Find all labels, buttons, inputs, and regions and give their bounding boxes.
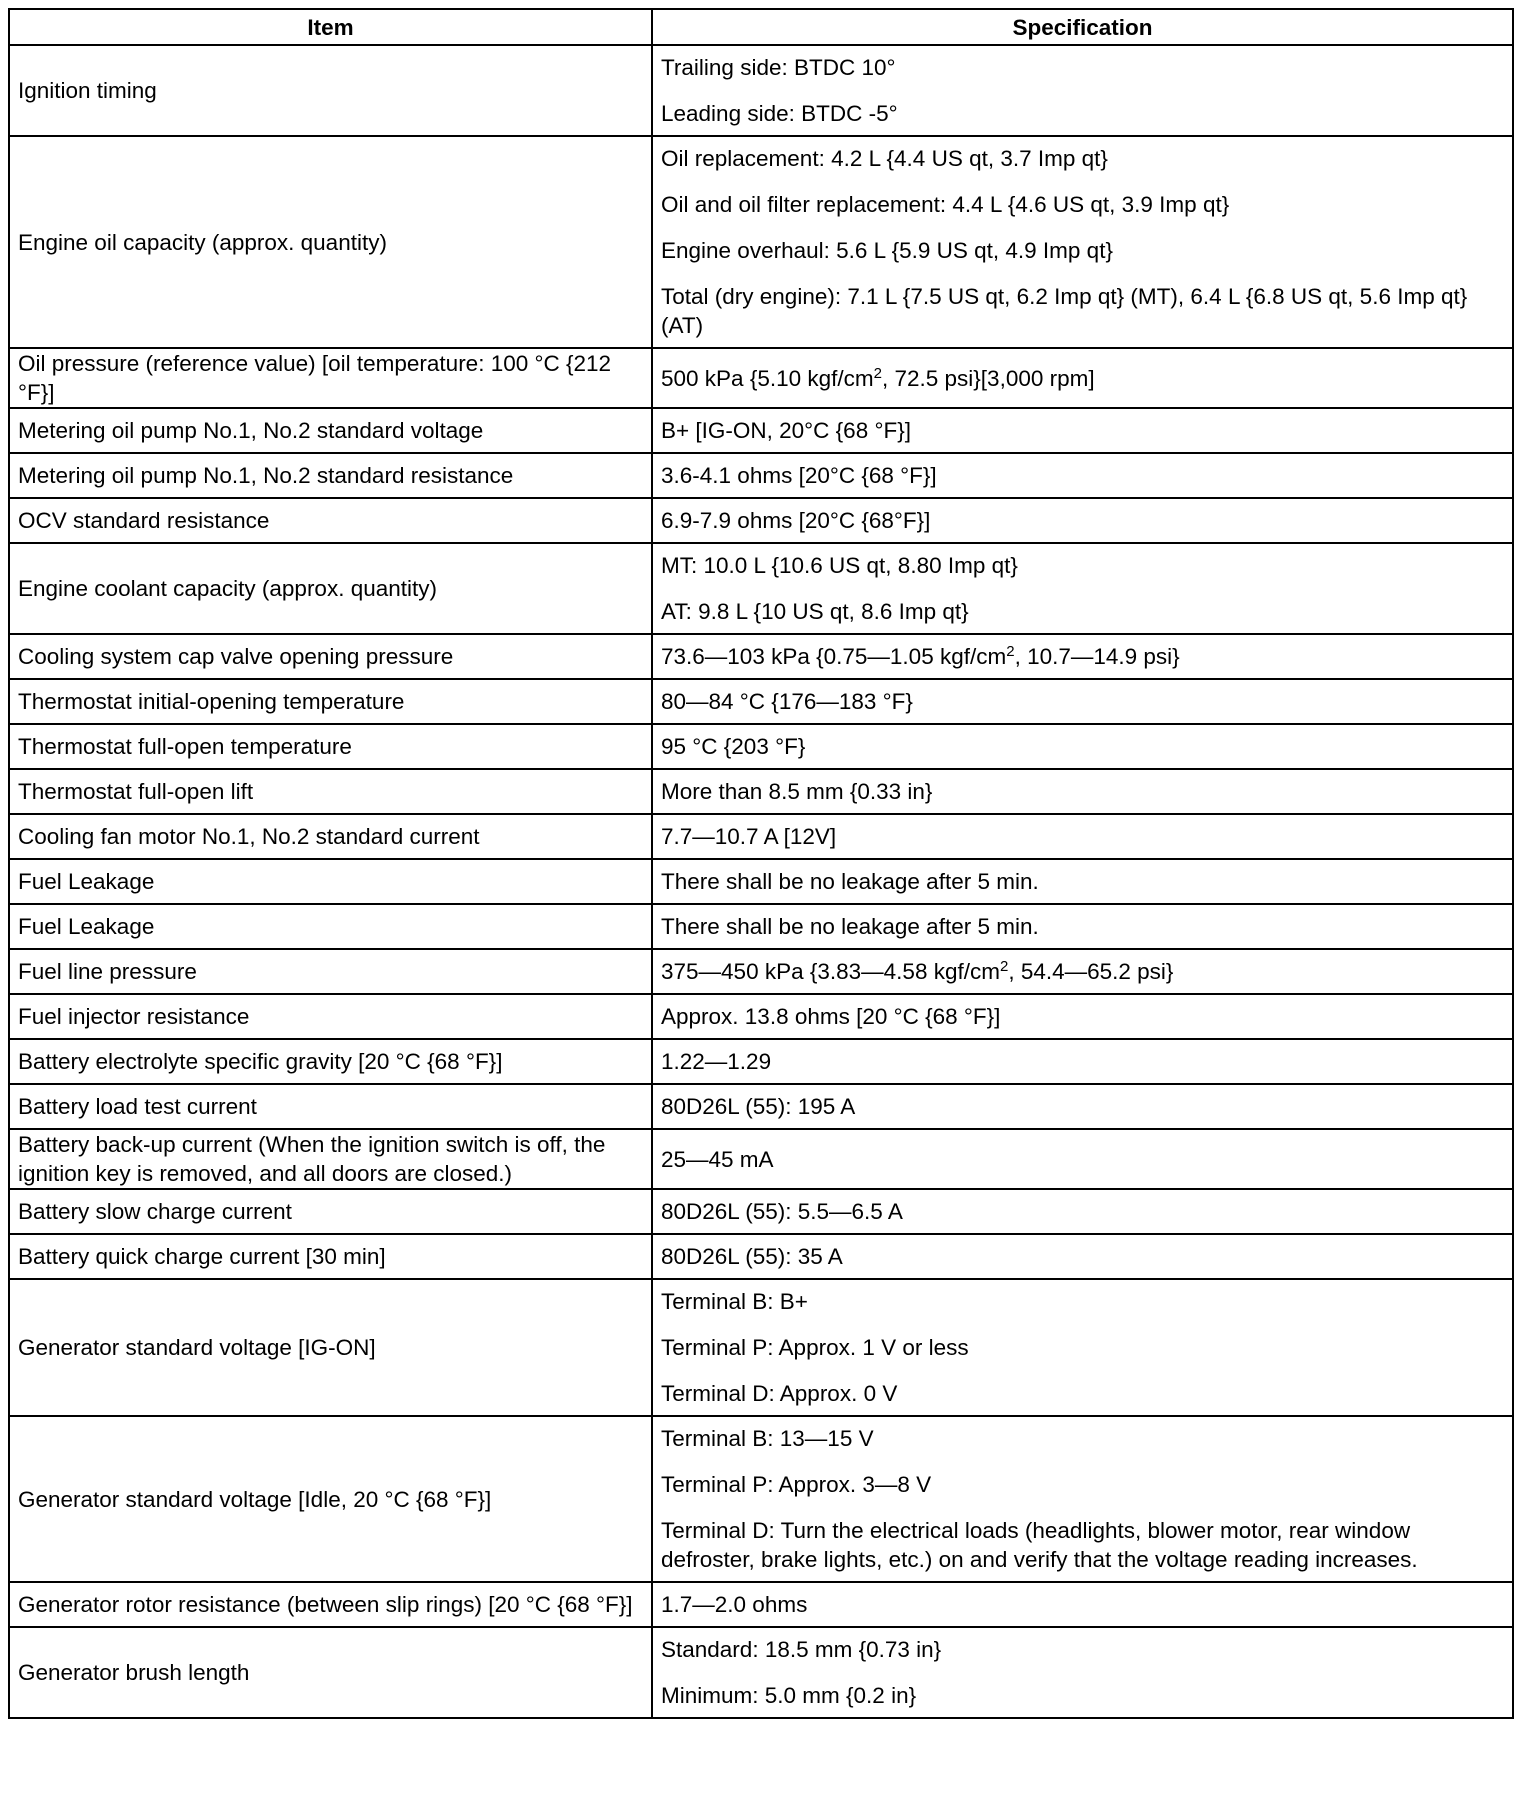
item-cell: Metering oil pump No.1, No.2 standard voltage	[9, 408, 652, 453]
item-cell: Engine oil capacity (approx. quantity)	[9, 136, 652, 348]
item-cell: Cooling system cap valve opening pressure	[9, 634, 652, 679]
specification-line: Terminal D: Approx. 0 V	[661, 1381, 898, 1406]
item-cell: Battery back-up current (When the ignition switch is off, the ignition key is removed, and all doors are closed.)	[9, 1129, 652, 1189]
specification-cell	[652, 1234, 1513, 1279]
item-cell: Generator standard voltage [Idle, 20 °C {68 °F}]	[9, 1416, 652, 1582]
specification-line: 80D26L (55): 35 A	[661, 1244, 843, 1269]
specification-cell	[652, 814, 1513, 859]
specification-line: There shall be no leakage after 5 min.	[661, 914, 1039, 939]
specification-cell	[652, 724, 1513, 769]
specification-line: 6.9-7.9 ohms [20°C {68°F}]	[661, 508, 931, 533]
specification-cell	[652, 1189, 1513, 1234]
table-row	[9, 45, 1513, 136]
specification-line: AT: 9.8 L {10 US qt, 8.6 Imp qt}	[661, 599, 969, 624]
item-cell: Battery electrolyte specific gravity [20 °C {68 °F}]	[9, 1039, 652, 1084]
specification-cell	[652, 453, 1513, 498]
specification-cell	[652, 45, 1513, 136]
item-cell: OCV standard resistance	[9, 498, 652, 543]
table-row	[9, 1129, 1513, 1189]
table-row	[9, 1084, 1513, 1129]
table-row	[9, 859, 1513, 904]
table-row	[9, 679, 1513, 724]
specification-line: Engine overhaul: 5.6 L {5.9 US qt, 4.9 Imp qt}	[661, 238, 1113, 263]
specification-cell	[652, 1129, 1513, 1189]
specification-line: Trailing side: BTDC 10°	[661, 55, 896, 80]
specification-line: More than 8.5 mm {0.33 in}	[661, 779, 933, 804]
item-cell: Cooling fan motor No.1, No.2 standard current	[9, 814, 652, 859]
specification-line: 80—84 °C {176—183 °F}	[661, 689, 913, 714]
table-row	[9, 1189, 1513, 1234]
item-cell: Thermostat full-open lift	[9, 769, 652, 814]
specification-line: Standard: 18.5 mm {0.73 in}	[661, 1637, 942, 1662]
specification-line: Terminal B: B+	[661, 1289, 808, 1314]
specification-cell	[652, 348, 1513, 408]
specification-line: Total (dry engine): 7.1 L {7.5 US qt, 6.2 Imp qt} (MT), 6.4 L {6.8 US qt, 5.6 Imp qt} (AT)	[661, 284, 1468, 338]
specification-cell	[652, 1084, 1513, 1129]
item-cell: Battery quick charge current [30 min]	[9, 1234, 652, 1279]
spec-sheet	[8, 8, 1512, 1719]
specification-cell	[652, 1627, 1513, 1718]
specification-line: Oil and oil filter replacement: 4.4 L {4.6 US qt, 3.9 Imp qt}	[661, 192, 1230, 217]
specification-line: Terminal B: 13—15 V	[661, 1426, 874, 1451]
item-cell: Generator brush length	[9, 1627, 652, 1718]
header-row	[9, 9, 1513, 45]
specification-column-header: Specification	[652, 9, 1513, 45]
item-cell: Generator standard voltage [IG-ON]	[9, 1279, 652, 1416]
specification-line: 3.6-4.1 ohms [20°C {68 °F}]	[661, 463, 937, 488]
specification-line: 25—45 mA	[661, 1146, 774, 1172]
specification-line: 80D26L (55): 195 A	[661, 1094, 856, 1119]
specification-line: Leading side: BTDC -5°	[661, 101, 898, 126]
table-row	[9, 1279, 1513, 1416]
item-column-header: Item	[9, 9, 652, 45]
table-row	[9, 1039, 1513, 1084]
table-row	[9, 814, 1513, 859]
table-row	[9, 1582, 1513, 1627]
specification-cell	[652, 769, 1513, 814]
table-row	[9, 1416, 1513, 1582]
table-row	[9, 136, 1513, 348]
specification-cell	[652, 634, 1513, 679]
specification-cell	[652, 498, 1513, 543]
table-row	[9, 904, 1513, 949]
specification-line: 375—450 kPa {3.83—4.58 kgf/$cm^2$, 54.4—65.2 psi}	[661, 958, 1174, 984]
specification-cell	[652, 1582, 1513, 1627]
table-row	[9, 724, 1513, 769]
specification-cell	[652, 1416, 1513, 1582]
specification-cell	[652, 679, 1513, 724]
table-body	[9, 45, 1513, 1718]
table-row	[9, 949, 1513, 994]
specification-line: 1.22—1.29	[661, 1049, 772, 1074]
table-row	[9, 994, 1513, 1039]
item-cell: Ignition timing	[9, 45, 652, 136]
item-cell: Fuel line pressure	[9, 949, 652, 994]
table-row	[9, 769, 1513, 814]
item-cell: Oil pressure (reference value) [oil temperature: 100 °C {212 °F}]	[9, 348, 652, 408]
specification-line: 500 kPa {5.10 kgf/$cm^2$, 72.5 psi}[3,000 rpm]	[661, 364, 1095, 391]
specification-line: MT: 10.0 L {10.6 US qt, 8.80 Imp qt}	[661, 553, 1018, 578]
specification-cell	[652, 1039, 1513, 1084]
item-cell: Battery slow charge current	[9, 1189, 652, 1234]
table-row	[9, 498, 1513, 543]
specification-line: Approx. 13.8 ohms [20 °C {68 °F}]	[661, 1004, 1001, 1029]
table-row	[9, 1234, 1513, 1279]
specification-cell	[652, 994, 1513, 1039]
specification-line: Terminal P: Approx. 1 V or less	[661, 1335, 969, 1360]
specification-line: 1.7—2.0 ohms	[661, 1592, 808, 1617]
item-cell: Fuel Leakage	[9, 904, 652, 949]
specification-cell	[652, 543, 1513, 634]
specification-cell	[652, 1279, 1513, 1416]
specification-line: There shall be no leakage after 5 min.	[661, 869, 1039, 894]
item-cell: Metering oil pump No.1, No.2 standard resistance	[9, 453, 652, 498]
specification-line: 73.6—103 kPa {0.75—1.05 kgf/$cm^2$, 10.7—14.9 psi}	[661, 643, 1180, 669]
table-row	[9, 1627, 1513, 1718]
table-row	[9, 543, 1513, 634]
specification-line: B+ [IG-ON, 20°C {68 °F}]	[661, 418, 911, 443]
item-cell: Thermostat initial-opening temperature	[9, 679, 652, 724]
table-row	[9, 408, 1513, 453]
specification-cell	[652, 904, 1513, 949]
specification-line: 7.7—10.7 A [12V]	[661, 824, 837, 849]
specification-line: Minimum: 5.0 mm {0.2 in}	[661, 1683, 917, 1708]
specification-line: 80D26L (55): 5.5—6.5 A	[661, 1199, 903, 1224]
item-cell: Engine coolant capacity (approx. quantity)	[9, 543, 652, 634]
specification-cell	[652, 859, 1513, 904]
item-cell: Fuel injector resistance	[9, 994, 652, 1039]
item-cell: Battery load test current	[9, 1084, 652, 1129]
specification-line: Oil replacement: 4.2 L {4.4 US qt, 3.7 Imp qt}	[661, 146, 1108, 171]
specification-cell	[652, 408, 1513, 453]
specification-cell	[652, 949, 1513, 994]
table-row	[9, 634, 1513, 679]
specification-table	[8, 8, 1514, 1719]
specification-line: Terminal D: Turn the electrical loads (headlights, blower motor, rear window defroster, brake lights, etc.) on and verify that the voltage reading increases.	[661, 1518, 1418, 1572]
specification-cell	[652, 136, 1513, 348]
item-cell: Thermostat full-open temperature	[9, 724, 652, 769]
table-row	[9, 453, 1513, 498]
table-row	[9, 348, 1513, 408]
item-cell: Generator rotor resistance (between slip rings) [20 °C {68 °F}]	[9, 1582, 652, 1627]
specification-line: 95 °C {203 °F}	[661, 734, 806, 759]
specification-line: Terminal P: Approx. 3—8 V	[661, 1472, 932, 1497]
item-cell: Fuel Leakage	[9, 859, 652, 904]
